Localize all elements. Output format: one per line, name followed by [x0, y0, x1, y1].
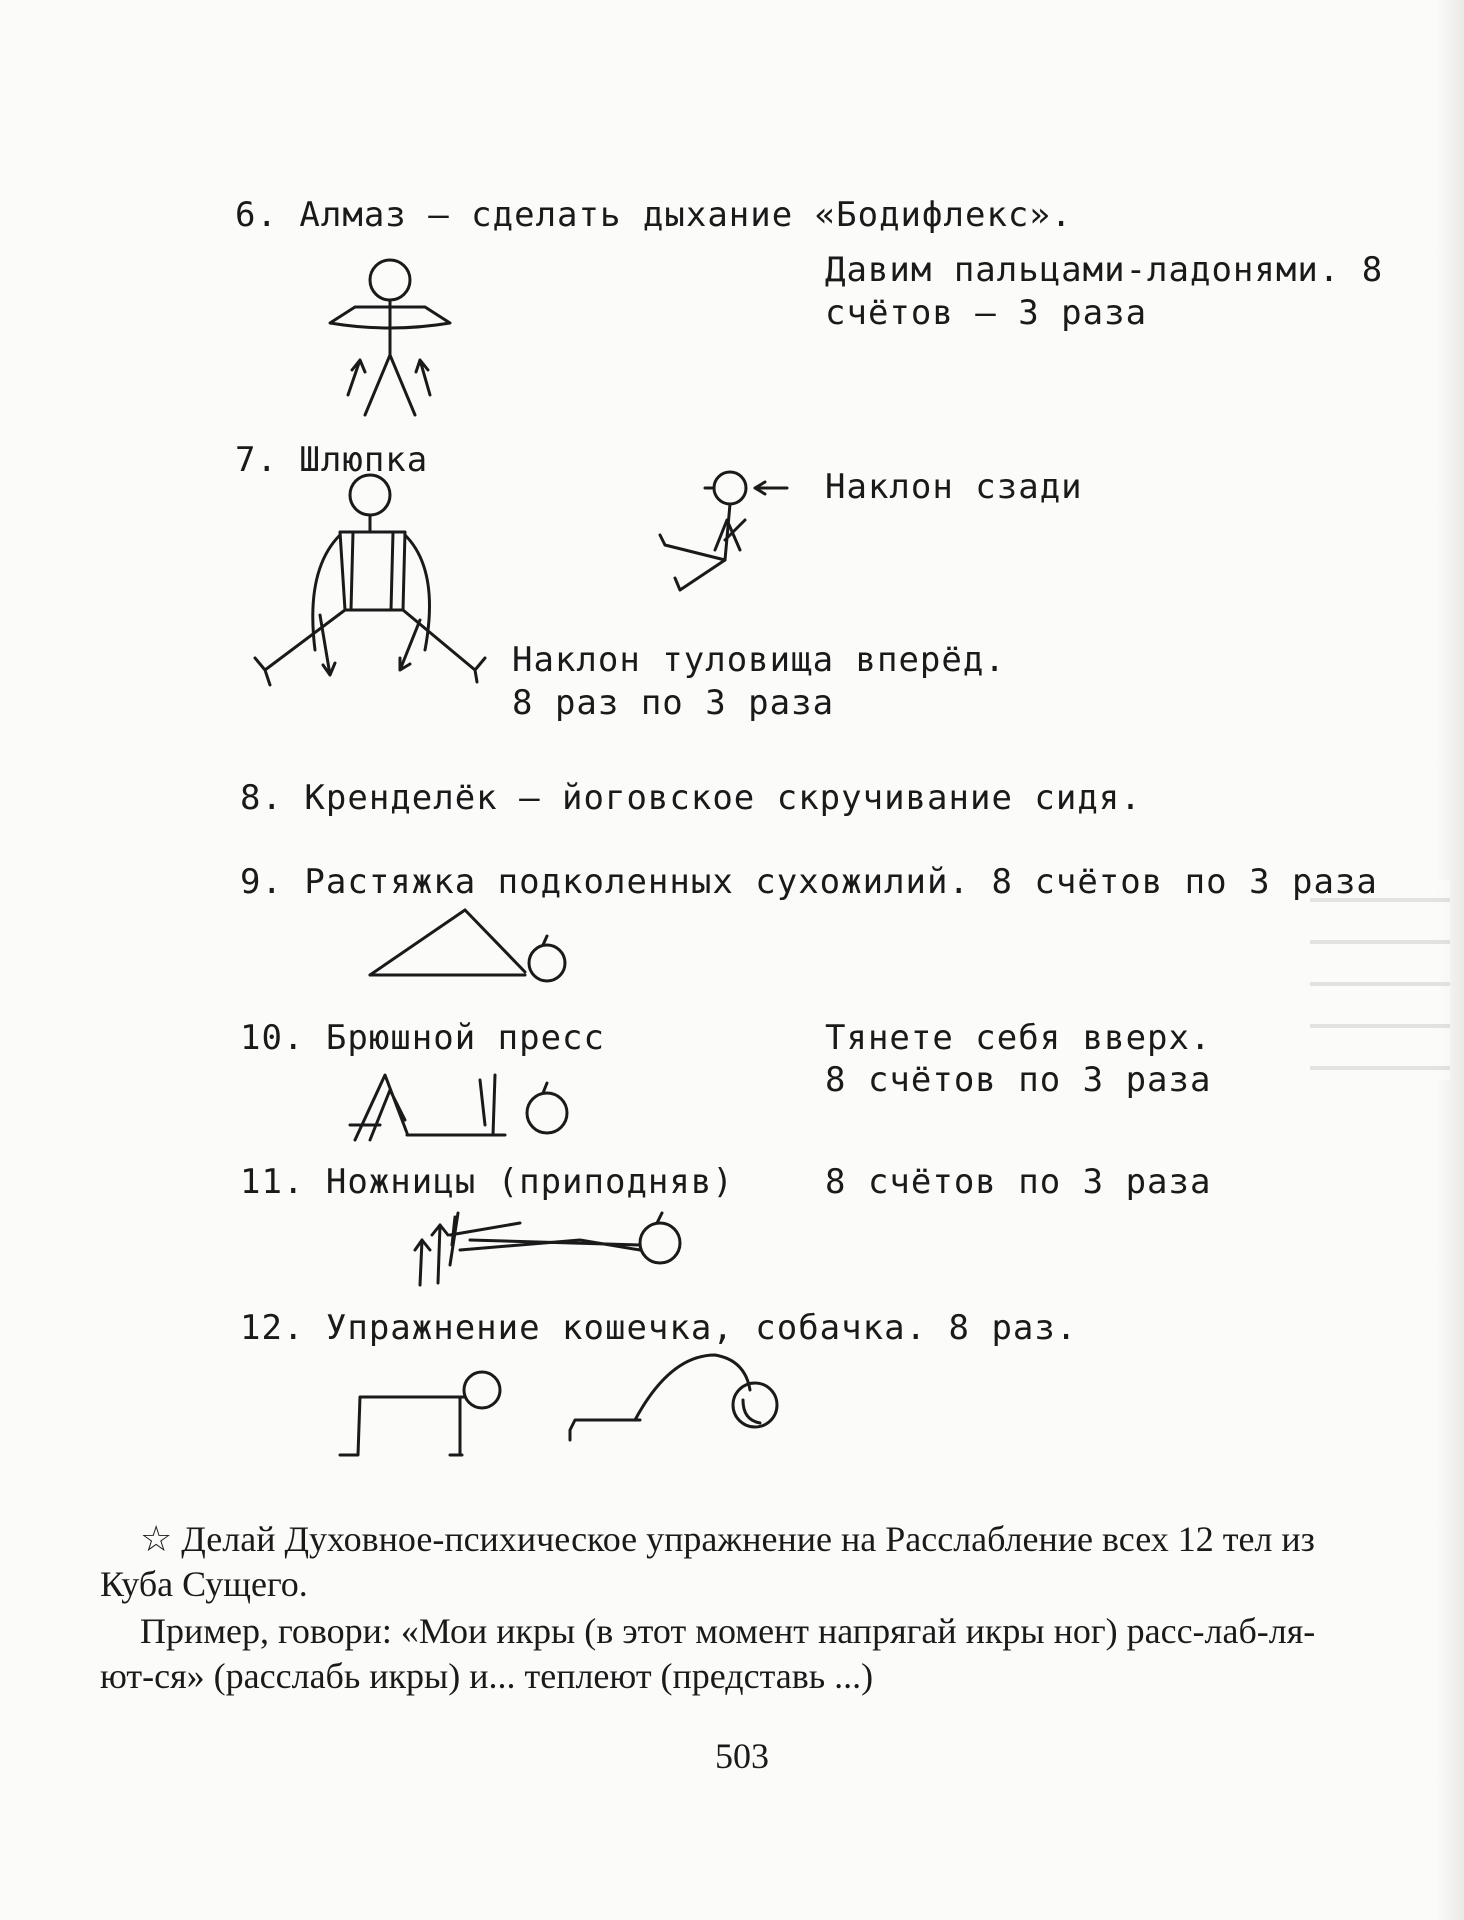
exercise-8-title: 8. Кренделёк – йоговское скручивание сидя.: [240, 778, 1142, 818]
relaxation-paragraph-line-1: ☆ Делай Духовное-психическое упражнение на Расслабление всех 12 тел из: [140, 1519, 1315, 1559]
exercise-7-note-line-2: 8 раз по 3 раза: [512, 683, 835, 723]
relaxation-paragraph-line-2: Куба Сущего.: [100, 1564, 308, 1604]
page-number: 503: [715, 1736, 769, 1776]
exercise-11-title: 11. Ножницы (приподняв): [240, 1162, 734, 1202]
exercise-7-note-line-1: Наклон туловища вперёд.: [512, 640, 1006, 680]
bleed-through-text: [1310, 880, 1450, 1080]
exercise-6-note-line-2: счётов – 3 раза: [825, 293, 1148, 333]
exercise-7-title: 7. Шлюпка: [235, 440, 429, 480]
scissors-figure: [410, 1205, 690, 1290]
exercise-11-note: 8 счётов по 3 раза: [825, 1162, 1212, 1202]
boat-pose-figure: [245, 470, 495, 700]
exercise-10-title: 10. Брюшной пресс: [240, 1018, 605, 1058]
dog-pose-figure: [565, 1345, 785, 1470]
example-paragraph-line-1: Пример, говори: «Мои икры (в этот момент напрягай икры ног) расс-лаб-ля-: [140, 1611, 1316, 1651]
exercise-10-note-line-2: 8 счётов по 3 раза: [825, 1060, 1212, 1100]
exercise-6-note-line-1: Давим пальцами-ладонями. 8: [825, 250, 1384, 290]
example-paragraph-line-2: ют-ся» (расслабь икры) и... теплеют (представь ...): [100, 1656, 874, 1696]
hamstring-stretch-figure: [365, 900, 575, 985]
back-bend-figure: [655, 460, 795, 600]
exercise-9-title: 9. Растяжка подколенных сухожилий. 8 счётов по 3 раза: [240, 862, 1378, 902]
exercise-12-title: 12. Упражнение кошечка, собачка. 8 раз.: [240, 1308, 1078, 1348]
exercise-7-back-label: Наклон сзади: [825, 467, 1083, 507]
cat-pose-figure: [330, 1365, 510, 1470]
exercise-6-title: 6. Алмаз – сделать дыхание «Бодифлекс».: [235, 195, 1073, 235]
abdominal-press-figure: [345, 1065, 575, 1150]
exercise-10-note-line-1: Тянете себя вверх.: [825, 1018, 1212, 1058]
diamond-pose-figure: [320, 255, 460, 445]
